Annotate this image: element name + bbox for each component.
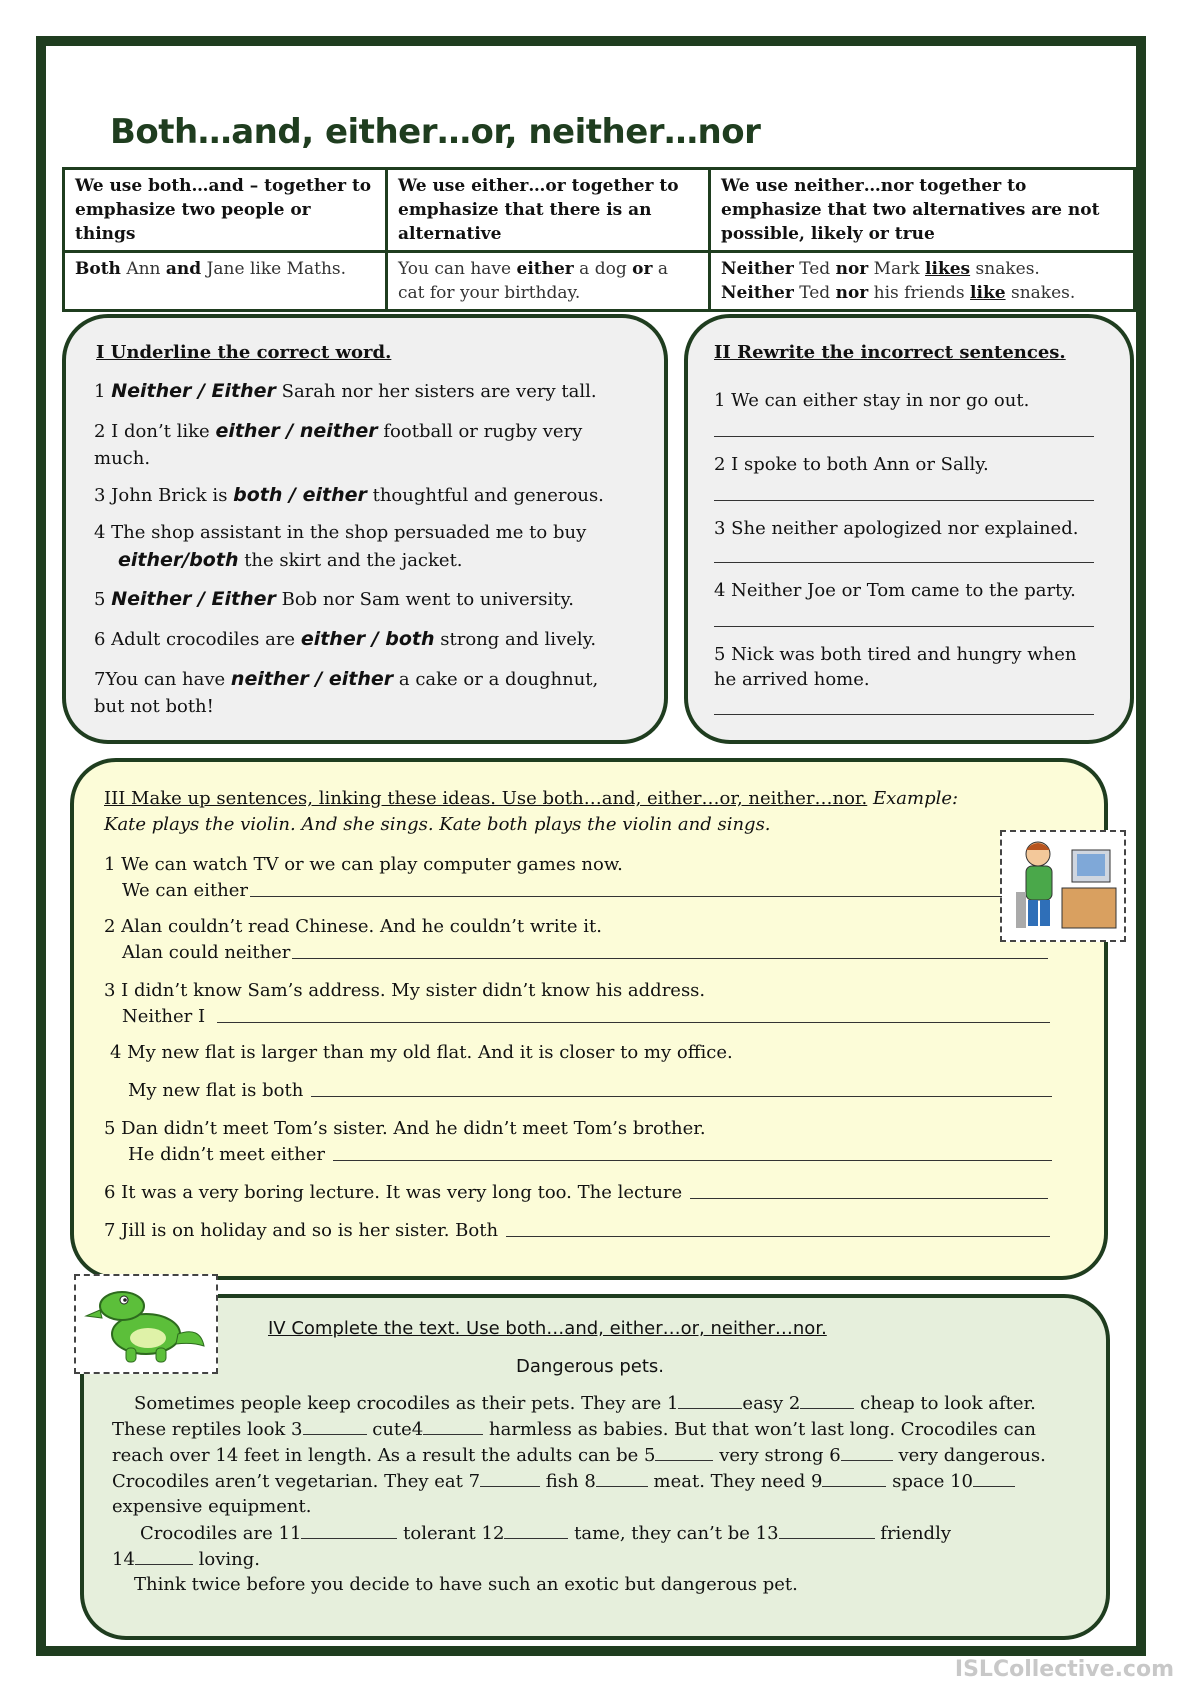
ex1-item: 4 The shop assistant in the shop persuaded me to buy [94, 522, 587, 543]
ex1-item: either/both the skirt and the jacket. [118, 549, 463, 571]
ex4-text-line: reach over 14 feet in length. As a result the adults can be 5 very strong 6 very dangerous. [112, 1442, 1082, 1469]
answer-line[interactable] [714, 500, 1094, 501]
ex3-single: 7 Jill is on holiday and so is her sister. Both [104, 1218, 1050, 1244]
answer-blank[interactable] [292, 940, 1048, 959]
gap-4[interactable] [423, 1416, 483, 1435]
answer-blank[interactable] [333, 1142, 1052, 1161]
text-title: Dangerous pets. [516, 1356, 664, 1377]
exercise-4-heading: IV Complete the text. Use both…and, either…or, neither…nor. [268, 1318, 827, 1339]
ex1-item: but not both! [94, 696, 214, 717]
gap-9[interactable] [822, 1468, 886, 1487]
gap-8[interactable] [596, 1468, 648, 1487]
rule-either-or: We use either…or together to emphasize that there is an alternative [387, 169, 710, 252]
ex3-single: 6 It was a very boring lecture. It was very long too. The lecture [104, 1180, 1048, 1206]
ex3-prompt: 5 Dan didn’t meet Tom’s sister. And he didn’t meet Tom’s brother. [104, 1118, 706, 1139]
exercise-2-heading: II Rewrite the incorrect sentences. [714, 342, 1066, 363]
answer-line[interactable] [714, 436, 1094, 437]
ex3-answer: My new flat is both [128, 1078, 1052, 1104]
example-both-and: Both Ann and Jane like Maths. [64, 252, 387, 311]
gap-13[interactable] [779, 1520, 875, 1539]
ex1-item: 5 Neither / Either Bob nor Sam went to university. [94, 588, 575, 610]
ex4-text-line: These reptiles look 3 cute4 harmless as babies. But that won’t last long. Crocodiles can [112, 1416, 1082, 1443]
gap-7[interactable] [480, 1468, 540, 1487]
ex4-text-line: Sometimes people keep crocodiles as their pets. They are 1 easy 2 cheap to look after. [112, 1390, 1104, 1417]
answer-line[interactable] [714, 562, 1094, 563]
page-title: Both…and, either…or, neither…nor [110, 112, 761, 152]
ex3-answer: He didn’t meet either [128, 1142, 1052, 1168]
ex2-item: 3 She neither apologized nor explained. [714, 518, 1079, 539]
ex4-text-line: Crocodiles are 11 tolerant 12 tame, they can’t be 13 friendly [112, 1520, 1110, 1547]
example-either-or: You can have either a dog or a cat for your birthday. [387, 252, 710, 311]
ex1-item: 2 I don’t like either / neither football or rugby very [94, 420, 583, 442]
answer-blank[interactable] [690, 1180, 1048, 1199]
ex2-item: 4 Neither Joe or Tom came to the party. [714, 580, 1076, 601]
ex2-item: 5 Nick was both tired and hungry when [714, 644, 1077, 665]
example-neither-nor: Neither Ted nor Mark likes snakes. Neither Ted nor his friends like snakes. [710, 252, 1135, 311]
ex2-item: 2 I spoke to both Ann or Sally. [714, 454, 989, 475]
ex1-item: 1 Neither / Either Sarah nor her sisters are very tall. [94, 380, 597, 402]
ex4-text-line: Think twice before you decide to have such an exotic but dangerous pet. [134, 1574, 798, 1595]
ex1-item: much. [94, 448, 151, 469]
rule-both-and: We use both…and – together to emphasize two people or things [64, 169, 387, 252]
grammar-rules-table [62, 167, 1136, 312]
ex3-prompt: 2 Alan couldn’t read Chinese. And he couldn’t write it. [104, 916, 602, 937]
ex2-item: 1 We can either stay in nor go out. [714, 390, 1030, 411]
rule-neither-nor: We use neither…nor together to emphasize that two alternatives are not possible, likely or true [710, 169, 1135, 252]
ex1-item: 7You can have neither / either a cake or a doughnut, [94, 668, 599, 690]
ex2-item: he arrived home. [714, 669, 870, 690]
gap-3[interactable] [303, 1416, 367, 1435]
ex3-prompt: 3 I didn’t know Sam’s address. My sister didn’t know his address. [104, 980, 706, 1001]
answer-blank[interactable] [217, 1004, 1050, 1023]
answer-line[interactable] [714, 714, 1094, 715]
ex4-text-line: Crocodiles aren’t vegetarian. They eat 7 fish 8 meat. They need 9 space 10 [112, 1468, 1082, 1495]
ex1-item: 6 Adult crocodiles are either / both strong and lively. [94, 628, 597, 650]
exercise-1-heading: I Underline the correct word. [96, 342, 392, 363]
answer-blank[interactable] [250, 878, 1002, 897]
gap-6[interactable] [841, 1442, 893, 1461]
gap-11[interactable] [301, 1520, 397, 1539]
ex3-prompt: 1 We can watch TV or we can play computer games now. [104, 854, 623, 875]
answer-blank[interactable] [311, 1078, 1052, 1097]
gap-1[interactable] [678, 1390, 742, 1409]
ex3-prompt: 4 My new flat is larger than my old flat. And it is closer to my office. [110, 1042, 733, 1063]
answer-line[interactable] [714, 626, 1094, 627]
ex3-answer: Alan could neither [122, 940, 1048, 966]
ex4-text-line: expensive equipment. [112, 1496, 312, 1517]
answer-blank[interactable] [506, 1218, 1050, 1237]
exercise-3-heading: III Make up sentences, linking these ideas. Use both…and, either…or, neither…nor. Example: [104, 788, 959, 809]
gap-2[interactable] [800, 1390, 854, 1409]
watermark: ISLCollective.com [954, 1657, 1174, 1682]
gap-10[interactable] [973, 1468, 1015, 1487]
gap-14[interactable] [135, 1546, 193, 1565]
ex4-text-line: 14 loving. [112, 1546, 1082, 1573]
gap-12[interactable] [504, 1520, 568, 1539]
boy-at-computer-picture [1000, 830, 1126, 942]
gap-5[interactable] [655, 1442, 713, 1461]
ex1-item: 3 John Brick is both / either thoughtful and generous. [94, 484, 604, 506]
crocodile-picture [74, 1274, 218, 1374]
ex3-answer: Neither I [122, 1004, 1050, 1030]
ex3-answer: We can either [122, 878, 1002, 904]
exercise-3-example: Kate plays the violin. And she sings. Kate both plays the violin and sings. [104, 814, 771, 835]
